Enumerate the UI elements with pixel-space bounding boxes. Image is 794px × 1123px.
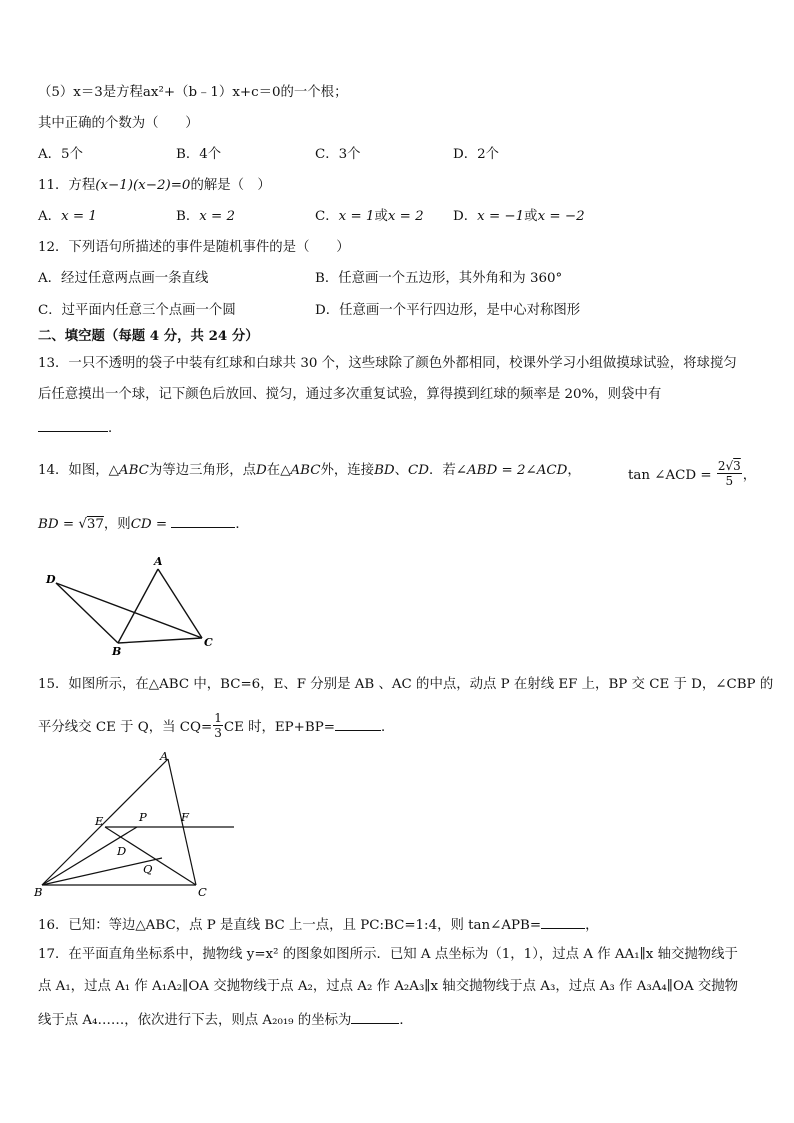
q15-label-b: B	[34, 885, 43, 898]
q17-answer-blank[interactable]	[351, 1010, 399, 1024]
q12-option-a: A．经过任意两点画一条直线	[38, 271, 209, 286]
q15-label-d: D	[117, 844, 127, 858]
q15-line2: 平分线交 CE 于 Q，当 CQ= $\frac{1}{3}$ CE 时，EP+BP= ．	[38, 711, 395, 740]
q12-option-b: B．任意画一个五边形，其外角和为 360°	[315, 271, 563, 286]
q15-line1: 15．如图所示，在△ABC 中，BC=6，E、F 分别是 AB 、AC 的中点，动点 P 在射线 EF 上，BP 交 CE 于 D，∠CBP 的	[38, 677, 774, 692]
q15-label-e: E	[95, 814, 104, 828]
q10-option-d: D．2个	[453, 147, 500, 162]
q15-label-f: F	[181, 810, 189, 824]
q14-line2: BD = √37，则CD = ．	[38, 514, 764, 534]
q17-line2: 点 A₁，过点 A₁ 作 A₁A₂∥OA 交抛物线于点 A₂，过点 A₂ 作 A₂A₃∥x 轴交抛物线于点 A₃，过点 A₃ 作 A₃A₄∥OA 交抛物	[38, 979, 739, 994]
q10-option-a: A．5个	[38, 147, 83, 162]
q14-tan-expression: tan ∠ACD = $\frac{2√3}{5}$ ，	[628, 459, 757, 488]
q11-equation: (x−1)(x−2)=0	[95, 178, 191, 193]
q10-option-b: B．4个	[176, 147, 222, 162]
q14-label-a: A	[154, 555, 163, 568]
q10-item5: （5）x＝3是方程ax²+（b﹣1）x+c＝0的一个根；	[38, 85, 348, 100]
q13-line2: 后任意摸出一个球，记下颜色后放回、搅匀，通过多次重复试验，算得摸到红球的频率是 20%，则袋中有	[38, 387, 662, 402]
q15-figure	[30, 748, 245, 898]
q12-prompt: 12．下列语句所描述的事件是随机事件的是（ ）	[38, 240, 350, 255]
q15-label-q: Q	[143, 862, 153, 876]
q15-fraction: $\frac{1}{3}$	[214, 711, 222, 740]
q11-option-a: A．x = 1	[38, 209, 97, 224]
q14-answer-blank[interactable]	[171, 514, 235, 528]
q11-option-c: C．x = 1或x = 2	[315, 209, 424, 224]
q13-answer-blank[interactable]	[38, 418, 108, 432]
q14-label-d: D	[46, 573, 56, 586]
q11-option-d: D．x = −1或x = −2	[453, 209, 585, 224]
q15-label-p: P	[139, 810, 147, 824]
q14-line1: 14．如图，△ABC为等边三角形，点D在△ABC外，连接BD、CD．若∠ABD = 2∠ACD， tan ∠ACD = $\frac{2√3}{5}$ ，	[38, 459, 757, 488]
q11-prompt	[38, 177, 764, 195]
q16-answer-blank[interactable]	[541, 915, 585, 929]
q15-answer-blank[interactable]	[335, 717, 381, 731]
q11-suffix: 的解是（ ）	[190, 178, 271, 193]
q16-prompt: 16．已知：等边△ABC，点 P 是直线 BC 上一点，且 PC:BC=1:4，则 tan∠APB= ，	[38, 915, 764, 935]
q10-prompt: 其中正确的个数为（ ）	[38, 116, 199, 131]
q15-figure-lines	[42, 759, 234, 885]
q15-label-a: A	[160, 749, 169, 763]
q15-label-c: C	[198, 885, 207, 898]
q10-option-c: C．3个	[315, 147, 361, 162]
q13-line1: 13．一只不透明的袋子中装有红球和白球共 30 个，这些球除了颜色外都相同，校课外学习小组做摸球试验，将球搅匀	[38, 356, 737, 371]
q11-prefix: 11．方程	[38, 178, 96, 193]
q11-option-b: B．x = 2	[176, 209, 236, 224]
q14-figure	[40, 555, 225, 660]
q13-end: ．	[108, 421, 122, 436]
q12-option-c: C．过平面内任意三个点画一个圆	[38, 303, 236, 318]
q12-option-d: D．任意画一个平行四边形，是中心对称图形	[315, 303, 581, 318]
q14-label-b: B	[112, 645, 122, 658]
q17-line1: 17．在平面直角坐标系中，抛物线 y=x² 的图象如图所示．已知 A 点坐标为（1，1），过点 A 作 AA₁∥x 轴交抛物线于	[38, 947, 738, 962]
q13-answer-row	[38, 418, 764, 438]
q14-figure-lines	[56, 569, 202, 643]
q17-line3: 线于点 A₄……，依次进行下去，则点 A₂₀₁₉ 的坐标为 ．	[38, 1010, 764, 1030]
section2-title: 二、填空题（每题 4 分，共 24 分）	[38, 328, 259, 344]
q14-label-c: C	[204, 636, 213, 649]
q14-tan-fraction: $\frac{2√3}{5}$	[717, 459, 741, 488]
